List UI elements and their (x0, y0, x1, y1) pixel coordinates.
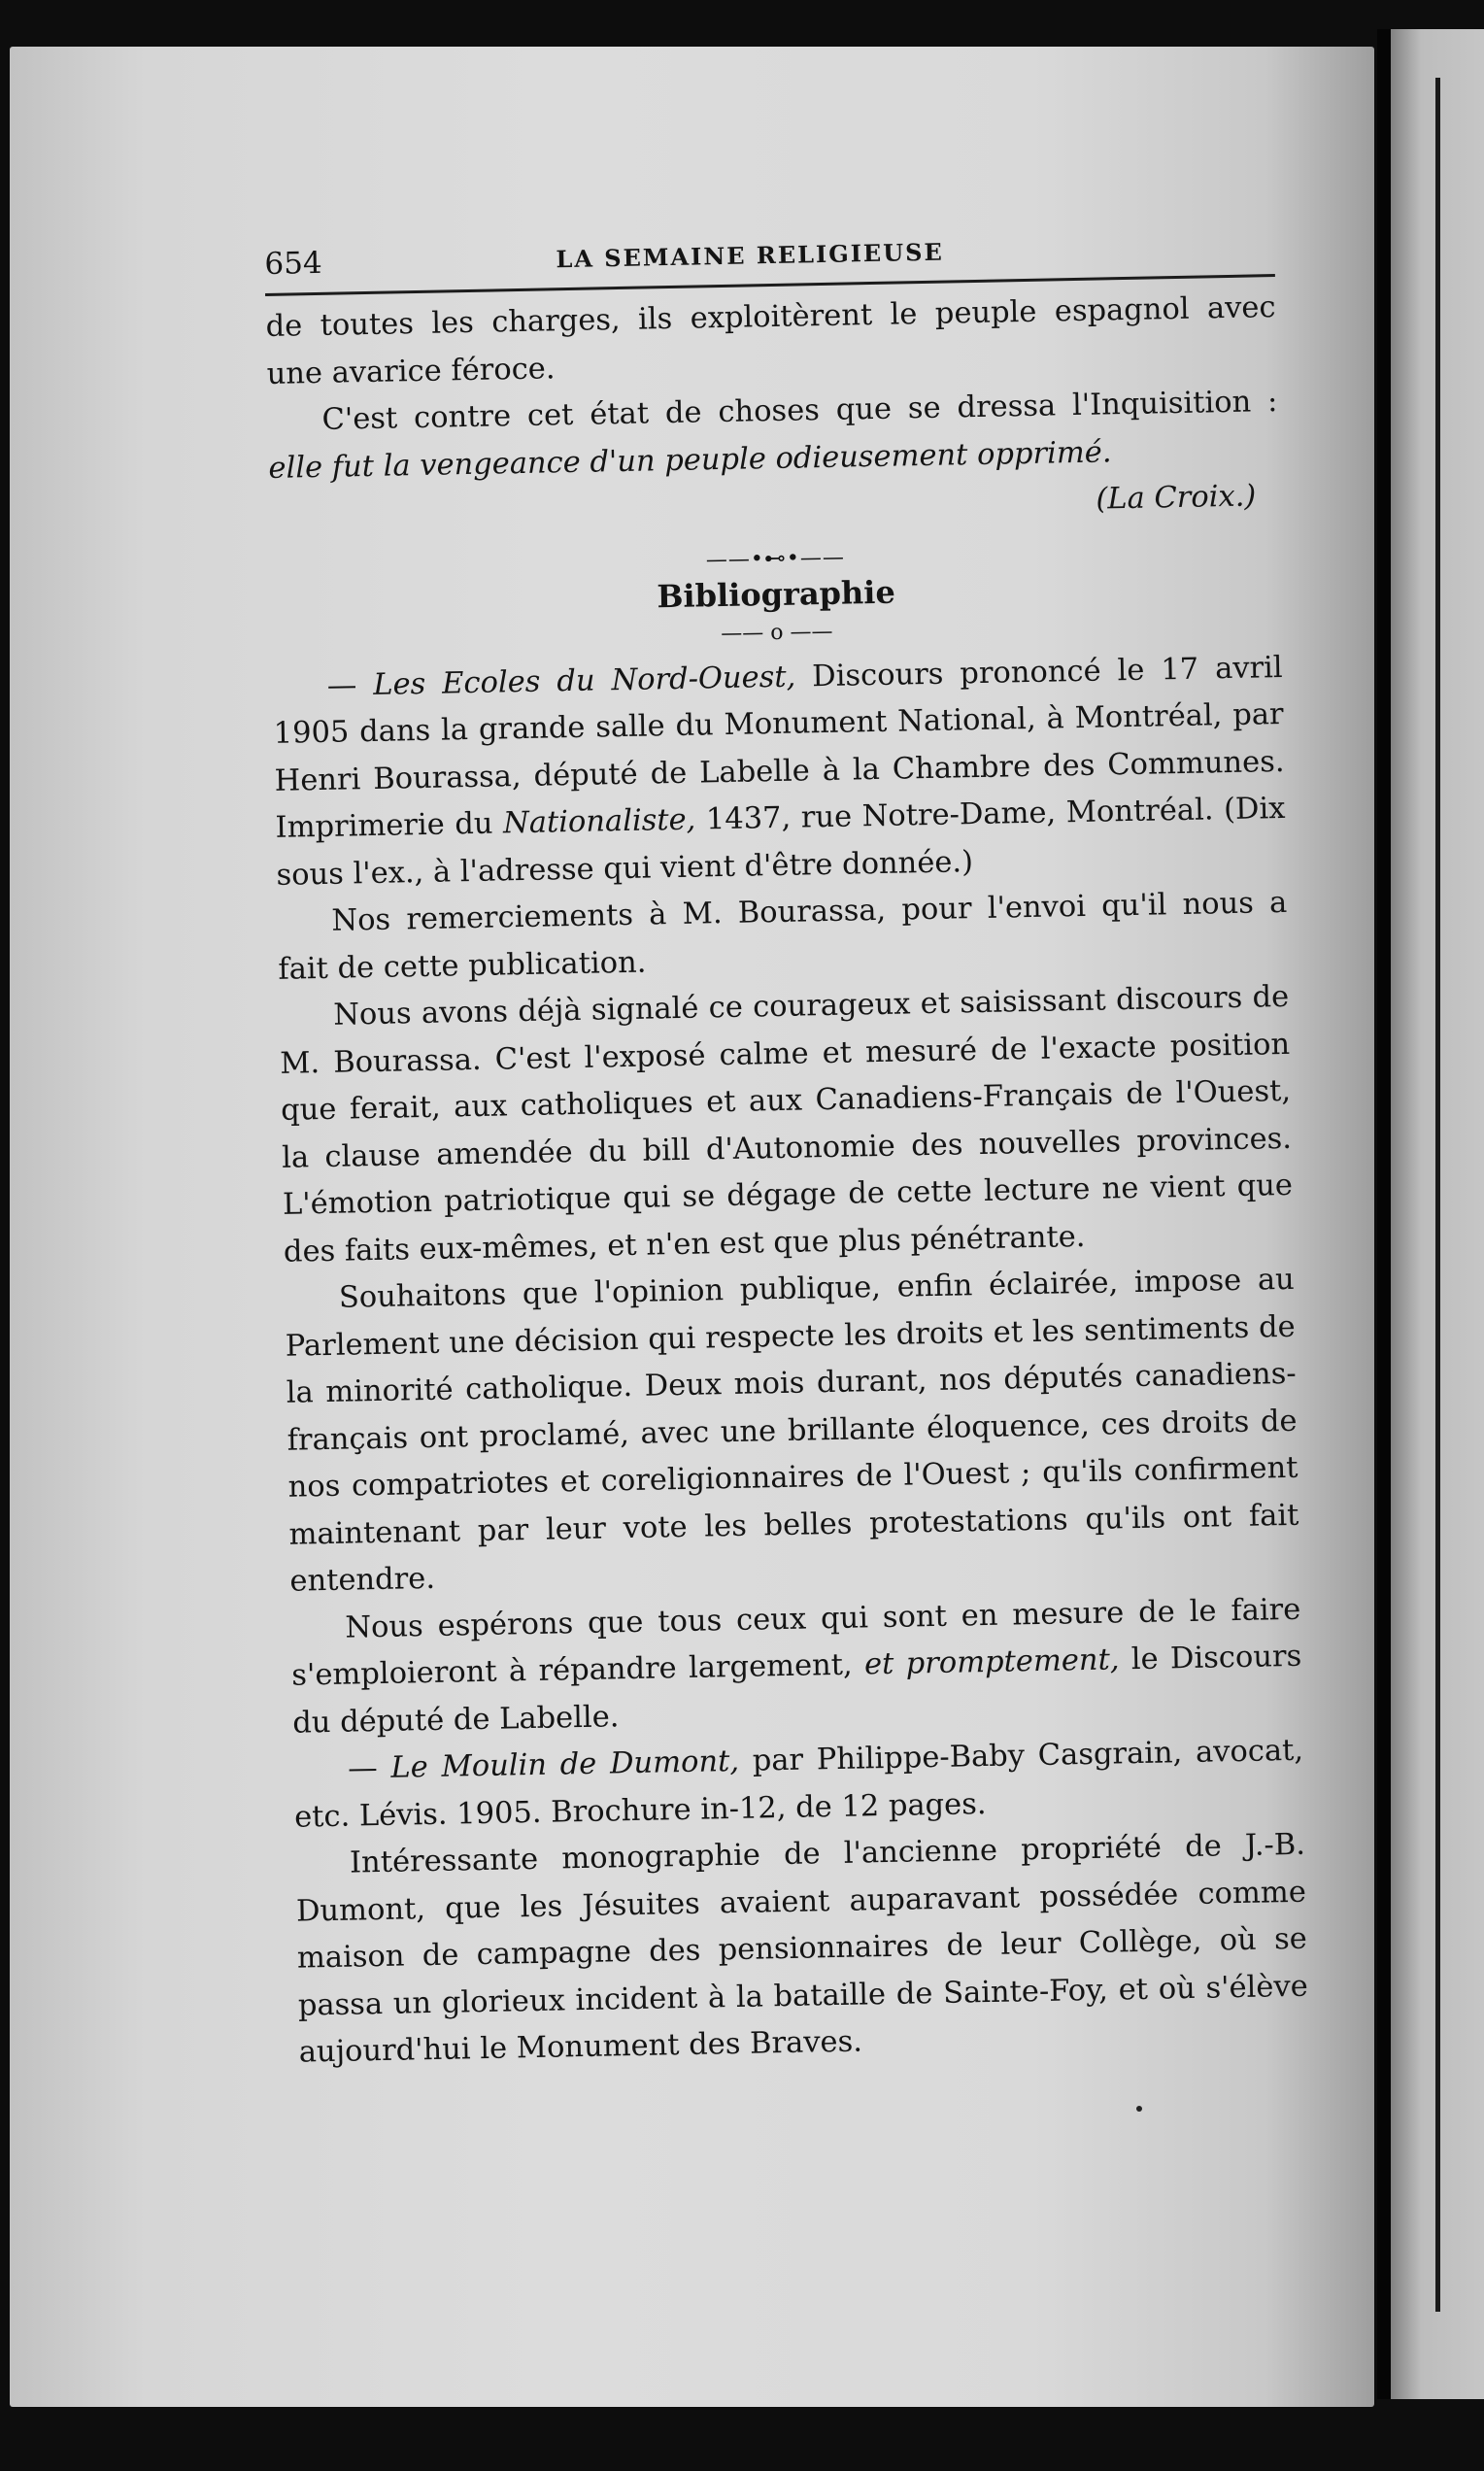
entry-description: Discours prononcé le 17 avril 1905 dans la grande salle du Monument National, à Montréal, par Henri Bourassa, député de Labelle à la Chambre des Communes. Imprimerie du (273, 650, 1285, 845)
section-ornament: ——•⊷•—— (705, 545, 846, 572)
entry-paragraph: Souhaitons que l'opinion publique, enfin éclairée, impose au Parlement une décision qui respecte les droits et les sentiments de la minorité catholique. Deux mois durant, nos députés canadiens-français ont proclamé, avec une brillante éloquence, ces droits de nos compatriotes et coreligionnaires de l'Ouest ; qu'ils confirment maintenant par leur vote les belles protestations qu'ils ont fait entendre. (285, 1262, 1299, 1599)
entry-title: Les Ecoles du Nord-Ouest, (372, 660, 796, 702)
bibliography-entry (293, 1728, 1309, 2077)
bibliography-entry (272, 644, 1302, 1746)
entry-paragraph: Intéressante monographie de l'ancienne propriété de J.-B. Dumont, que les Jésuites avaient auparavant possédée comme maison de campagne des pensionnaires de leur Collège, où se passa un glorieux incident à la bataille de Sainte-Foy, et où s'élève aujourd'hui le Monument des Braves. (295, 1827, 1309, 2070)
section-separator: —— o —— (720, 619, 833, 646)
entry-dash: — (347, 1750, 391, 1786)
page-gutter-shadow (1377, 29, 1391, 2399)
entry-citation (272, 644, 1286, 898)
continuation-quote: elle fut la vengeance d'un peuple odieusement opprimé. (268, 434, 1112, 486)
facing-page-rule (1435, 78, 1440, 2312)
continuation-text (265, 285, 1279, 539)
entry-paragraph (290, 1586, 1303, 1746)
paragraph-text: le Discours du député de Labelle. (291, 1639, 1302, 1741)
page-number: 654 (264, 245, 322, 282)
continuation-line: C'est contre cet état de choses que se dressa l'Inquisition : (321, 385, 1278, 437)
entry-paragraph: Nos remerciements à M. Bourassa, pour l'envoi qu'il nous a fait de cette publication. (278, 885, 1288, 987)
entry-title: Le Moulin de Dumont, (390, 1743, 740, 1785)
ink-speck (1136, 2106, 1142, 2112)
running-title: LA SEMAINE RELIGIEUSE (556, 237, 945, 274)
continuation-line: de toutes les charges, ils exploitèrent le peuple espagnol avec (265, 290, 1276, 344)
page-text-block (264, 221, 1309, 2077)
section-title: Bibliographie (657, 573, 896, 615)
entry-description: par Philippe-Baby Casgrain, avocat, etc. Lévis. 1905. Brochure in-12, de 12 pages. (293, 1733, 1304, 1835)
entry-dash: — (326, 667, 374, 703)
continuation-line: une avarice féroce. (266, 351, 556, 391)
source-citation: (La Croix.) (1096, 479, 1257, 517)
entry-publisher: Nationaliste, (502, 802, 696, 841)
paragraph-text: Nous espérons que tous ceux qui sont en mesure de le faire s'emploieront à répandre largement, (291, 1592, 1301, 1693)
entry-paragraph: Nous avons déjà signalé ce courageux et saisissant discours de M. Bourassa. C'est l'exposé calme et mesuré de l'exacte position que ferait, aux catholiques et aux Canadiens-Français de l'Ouest, la clause amendée du bill d'Autonomie des nouvelles provinces. L'émotion patriotique qui se dégage de cette lecture ne vient que des faits eux-mêmes, et n'en est que plus pénétrante. (279, 979, 1294, 1269)
emphasis-text: et promptement, (863, 1642, 1120, 1682)
entry-description: 1437, rue Notre-Dame, Montréal. (Dix sous l'ex., à l'adresse qui vient d'être donnée.) (276, 791, 1286, 893)
